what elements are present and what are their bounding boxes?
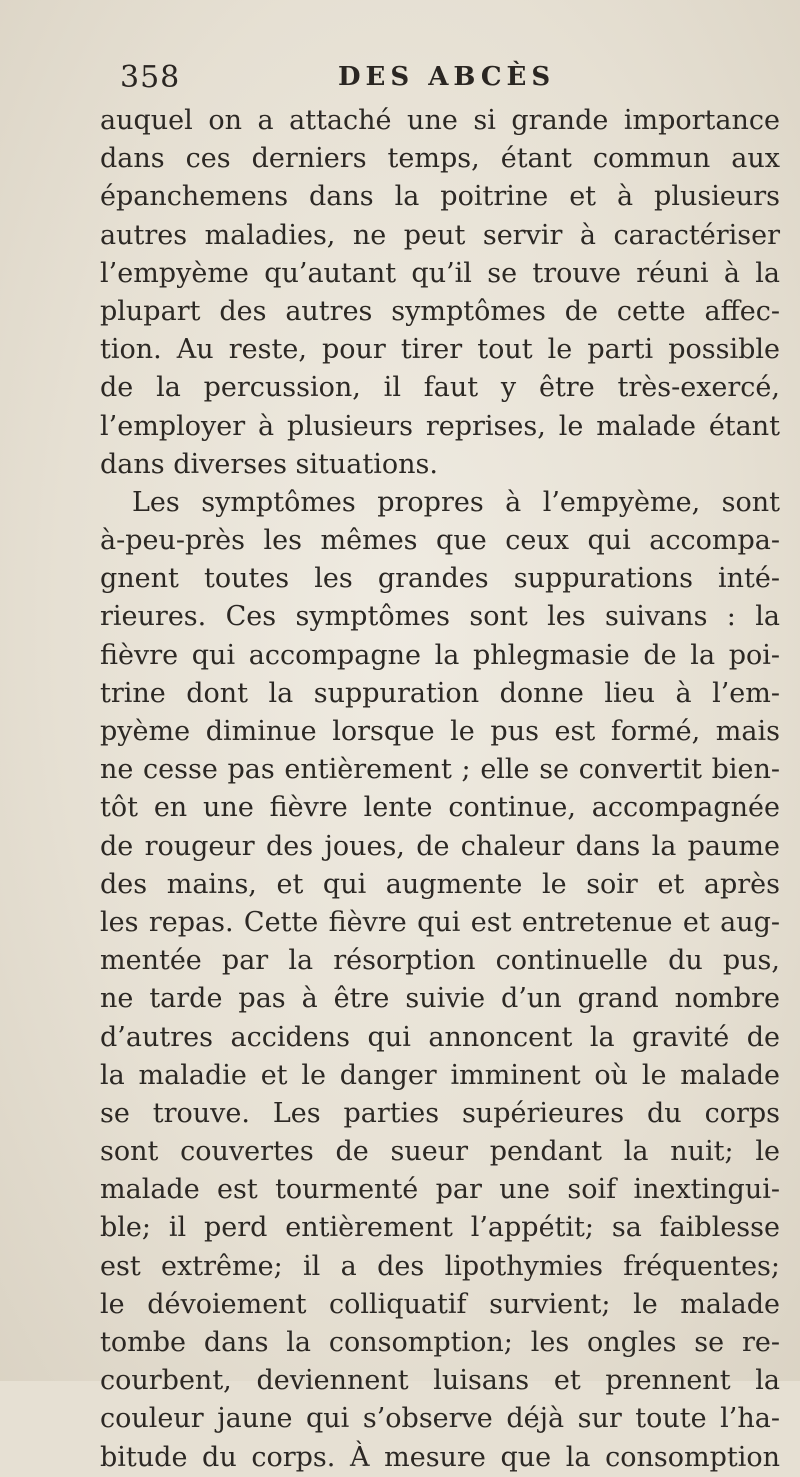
- text-line: ne cesse pas entièrement ; elle se convertit bien-: [100, 754, 780, 786]
- text-line: mentée par la résorption continuelle du pus,: [100, 945, 780, 977]
- paragraph-1: [100, 102, 780, 484]
- text-line: à-peu-près les mêmes que ceux qui accompa-: [100, 525, 780, 557]
- text-line: les repas. Cette fièvre qui est entretenue et aug-: [100, 906, 780, 938]
- text-line: des mains, et qui augmente le soir et après: [100, 868, 780, 900]
- text-line: de rougeur des joues, de chaleur dans la paume: [100, 830, 780, 862]
- text-line: fièvre qui accompagne la phlegmasie de la poi-: [100, 639, 780, 671]
- text-line: Les symptômes propres à l’empyème, sont: [132, 486, 780, 518]
- text-line: le dévoiement colliquatif survient; le malade: [100, 1288, 780, 1320]
- body-text: [100, 102, 780, 1477]
- page-header: [120, 60, 760, 100]
- text-line: gnent toutes les grandes suppurations inté-: [100, 563, 780, 595]
- text-line: tôt en une fièvre lente continue, accompagnée: [100, 792, 780, 824]
- text-line: bitude du corps. À mesure que la consomption: [100, 1441, 780, 1473]
- text-line: ble; il perd entièrement l’appétit; sa faiblesse: [100, 1212, 780, 1244]
- text-line: couleur jaune qui s’observe déjà sur toute l’ha-: [100, 1403, 780, 1435]
- text-line: malade est tourmenté par une soif inextingui-: [100, 1174, 780, 1206]
- text-line: tion. Au reste, pour tirer tout le parti possible: [100, 334, 780, 366]
- text-line: ne tarde pas à être suivie d’un grand nombre: [100, 983, 780, 1015]
- running-head: DES ABCÈS: [338, 62, 556, 92]
- text-line: est extrême; il a des lipothymies fréquentes;: [100, 1250, 780, 1282]
- text-line: tombe dans la consomption; les ongles se re-: [100, 1327, 780, 1358]
- text-line: courbent, deviennent luisans et prennent la: [100, 1365, 780, 1397]
- text-line: l’empyème qu’autant qu’il se trouve réuni à la: [100, 257, 780, 289]
- page-number: 358: [120, 60, 181, 95]
- text-line: se trouve. Les parties supérieures du corps: [100, 1097, 780, 1129]
- text-line: dans ces derniers temps, étant commun aux: [100, 143, 780, 175]
- text-line: sont couvertes de sueur pendant la nuit; le: [100, 1136, 780, 1168]
- text-line: auquel on a attaché une si grande importance: [100, 105, 780, 136]
- text-line: la maladie et le danger imminent où le malade: [100, 1059, 780, 1091]
- text-line: d’autres accidens qui annoncent la gravité de: [100, 1021, 780, 1053]
- text-line: pyème diminue lorsque le pus est formé, mais: [100, 716, 780, 747]
- text-line: trine dont la suppuration donne lieu à l’em-: [100, 677, 780, 709]
- text-line: autres maladies, ne peut servir à caractériser: [100, 219, 780, 251]
- text-line: plupart des autres symptômes de cette affec-: [100, 295, 780, 327]
- text-line: dans diverses situations.: [100, 448, 438, 480]
- text-line: l’employer à plusieurs reprises, le malade étant: [100, 410, 780, 442]
- text-line: épanchemens dans la poitrine et à plusieurs: [100, 181, 780, 213]
- text-line: de la percussion, il faut y être très-exercé,: [100, 372, 780, 404]
- text-line: rieures. Ces symptômes sont les suivans : la: [100, 601, 780, 633]
- paragraph-2: [100, 484, 780, 1477]
